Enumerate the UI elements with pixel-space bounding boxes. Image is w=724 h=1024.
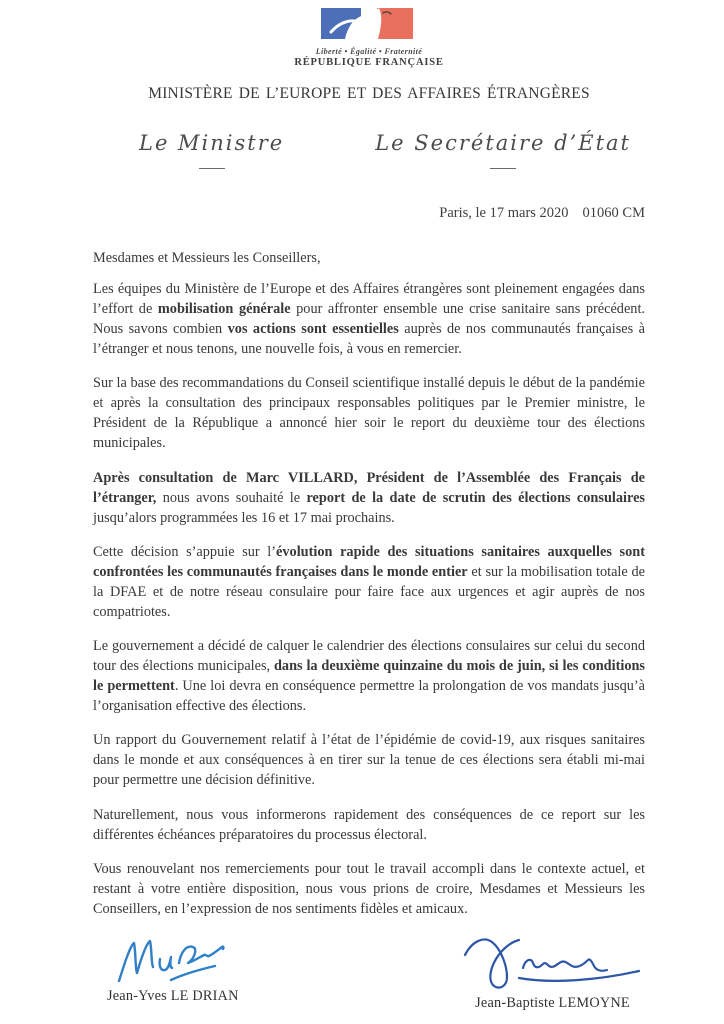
body-text: . Une loi devra en conséquence permettre la prolongation de vos mandats jusqu’à l’organisation effective des élections.	[93, 678, 645, 715]
signature-block-le-drian	[107, 933, 239, 1012]
emphasis-text: vos actions sont essentielles	[227, 321, 399, 337]
letter-body	[93, 248, 645, 919]
paragraph	[93, 373, 645, 453]
paragraph	[93, 542, 645, 622]
paragraph	[93, 636, 645, 716]
body-text: Les équipes du Ministère de l’Europe et des Affaires étrangères sont pleinement engagées dans l’effort de	[93, 281, 645, 317]
paragraph	[93, 279, 645, 359]
dateline	[93, 205, 645, 222]
minister-title-dash	[199, 168, 225, 169]
body-text: et sur la mobilisation totale de la DFAE et de notre réseau consulaire pour faire face aux urgences et agir auprès de nos compatriotes.	[93, 563, 645, 620]
paragraph	[93, 859, 645, 919]
emphasis-text: mobilisation générale	[157, 301, 291, 317]
lemoyne-name: Jean-Baptiste LEMOYNE	[475, 995, 630, 1012]
signature-block-lemoyne	[460, 933, 645, 1012]
body-text: Naturellement, nous vous informerons rapidement des conséquences de ce report sur les différentes échéances préparatoires du processus électoral.	[93, 806, 645, 843]
secretary-title: Le Secrétaire d’État	[375, 131, 631, 155]
body-text: jusqu’alors programmées les 16 et 17 mai prochains.	[93, 509, 395, 526]
emphasis-text: évolution rapide des situations sanitaires auxquelles sont confrontées les communautés françaises dans le monde entier	[93, 543, 645, 580]
secretary-title-block	[375, 131, 631, 169]
paragraph	[93, 730, 645, 790]
body-text: Sur la base des recommandations du Conseil scientifique installé depuis le début de la pandémie et après la consultation des principaux responsables politiques par le Premier ministre, le Président de la République a annoncé hier soir le report du deuxième tour des élections municipales.	[93, 375, 645, 452]
emphasis-text: report de la date de scrutin des élections consulaires	[306, 489, 645, 506]
body-text: Le gouvernement a décidé de calquer le calendrier des élections consulaires sur celui du second tour des élections municipales,	[93, 638, 645, 675]
emphasis-text: Après consultation de Marc VILLARD, Président de l’Assemblée des Français de l’étranger,	[93, 469, 645, 506]
minister-title-block	[139, 131, 284, 169]
logo-republic-label: RÉPUBLIQUE FRANÇAISE	[294, 57, 444, 68]
minister-title: Le Ministre	[139, 131, 285, 155]
letterhead	[93, 8, 645, 103]
lemoyne-signature-icon	[460, 933, 645, 995]
salutation: Mesdames et Messieurs les Conseillers,	[93, 250, 321, 266]
republique-francaise-flag-icon	[321, 8, 417, 41]
le-drian-signature-icon	[109, 933, 237, 988]
body-text: Un rapport du Gouvernement relatif à l’état de l’épidémie de covid-19, aux risques sanitaires dans le monde et aux conséquences à en tirer sur la tenue de ces élections sera établi mi-mai pour permettre une décision définitive.	[93, 732, 645, 789]
emphasis-text: dans la deuxième quinzaine du mois de juin, si les conditions le permettent	[93, 658, 645, 695]
body-text: Vous renouvelant nos remerciements pour tout le travail accompli dans le contexte actuel, et restant à votre entière disposition, nous vous prions de croire, Mesdames et Messieurs les Conseillers, en l’expression de nos sentiments fidèles et amicaux.	[93, 861, 645, 918]
body-text: Cette décision s’appuie sur l’	[93, 543, 277, 560]
body-text: nous avons souhaité le	[156, 489, 307, 506]
reference-number: 01060 CM	[582, 205, 645, 221]
function-titles-row	[93, 131, 645, 169]
place-and-date: Paris, le 17 mars 2020	[439, 205, 569, 221]
body-text: pour affronter ensemble une crise sanitaire sans précédent. Nous savons combien	[93, 301, 645, 337]
body-text: auprès de nos communautés françaises à l’étranger et nous tenons, une nouvelle fois, à vous en remercier.	[93, 321, 645, 357]
paragraph	[93, 468, 645, 528]
ministry-title: MINISTÈRE DE L’EUROPE ET DES AFFAIRES ÉTRANGÈRES	[148, 85, 590, 102]
secretary-title-dash	[490, 168, 516, 169]
paragraph	[93, 805, 645, 845]
logo-motto: Liberté • Égalité • Fraternité	[315, 47, 423, 56]
le-drian-name: Jean-Yves LE DRIAN	[107, 988, 239, 1005]
signatures-row	[93, 933, 645, 1012]
